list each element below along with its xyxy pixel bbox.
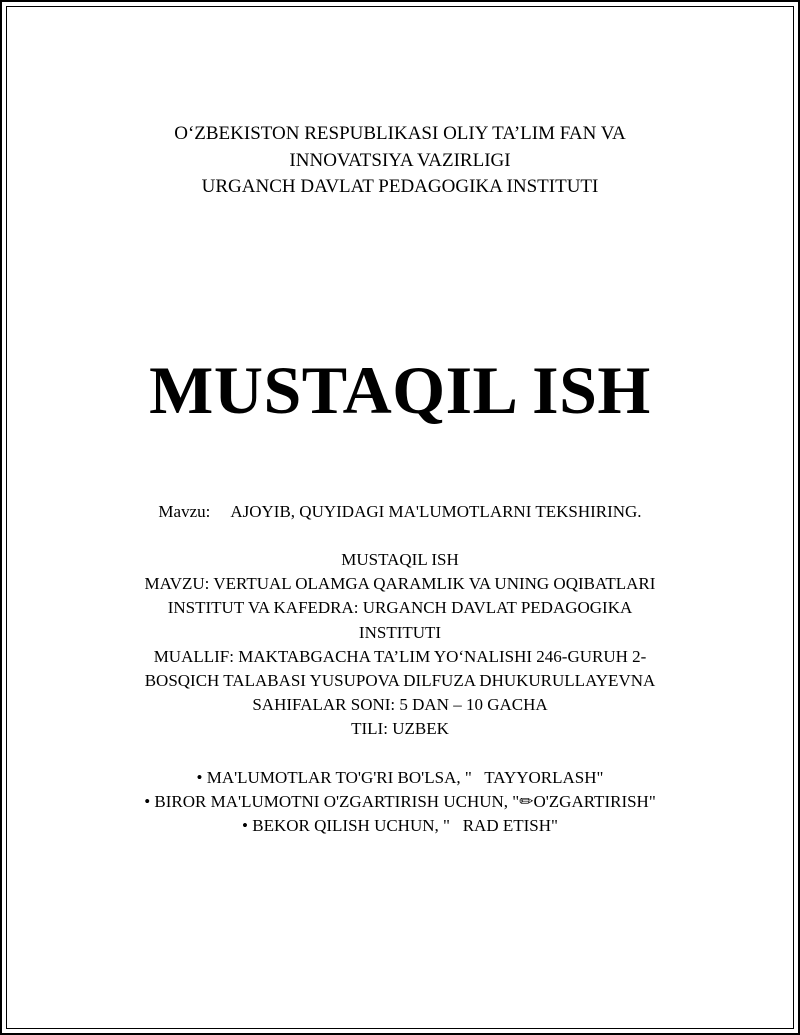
topic-line xyxy=(0,500,800,524)
topic-value: AJOYIB, QUYIDAGI MA'LUMOTLARNI TEKSHIRING. xyxy=(230,502,642,521)
details-block xyxy=(110,548,690,742)
details-institute-cont: INSTITUTI xyxy=(358,622,442,642)
action-item-edit: • BIROR MA'LUMOTNI O'ZGARTIRISH UCHUN, "✏O'ZGARTIRISH" xyxy=(144,792,656,812)
details-author: MUALLIF: MAKTABGACHA TA’LIM YO‘NALISHI 246-GURUH 2- xyxy=(153,646,647,666)
header-line-ministry: O‘ZBEKISTON RESPUBLIKASI OLIY TA’LIM FAN VA xyxy=(174,123,626,144)
details-institute: INSTITUT VA KAFEDRA: URGANCH DAVLAT PEDAGOGIKA xyxy=(167,598,633,618)
action-item-cancel: • BEKOR QILISH UCHUN, " RAD ETISH" xyxy=(242,816,558,836)
document-title: MUSTAQIL ISH xyxy=(149,352,651,428)
institution-header xyxy=(0,121,800,201)
details-language: TILI: UZBEK xyxy=(351,719,449,739)
details-heading: MUSTAQIL ISH xyxy=(341,550,459,569)
header-line-ministry-cont: INNOVATSIYA VAZIRLIGI xyxy=(289,149,511,171)
actions-list xyxy=(0,766,800,839)
topic-label: Mavzu: xyxy=(158,502,211,521)
details-topic: MAVZU: VERTUAL OLAMGA QARAMLIK VA UNING OQIBATLARI xyxy=(144,574,656,594)
header-line-institute: URGANCH DAVLAT PEDAGOGIKA INSTITUTI xyxy=(201,176,599,197)
action-item-confirm: • MA'LUMOTLAR TO'G'RI BO'LSA, " TAYYORLASH" xyxy=(196,768,604,787)
details-author-cont: BOSQICH TALABASI YUSUPOVA DILFUZA DHUKURULLAYEVNA xyxy=(144,671,656,691)
details-page-count: SAHIFALAR SONI: 5 DAN – 10 GACHA xyxy=(252,695,548,715)
